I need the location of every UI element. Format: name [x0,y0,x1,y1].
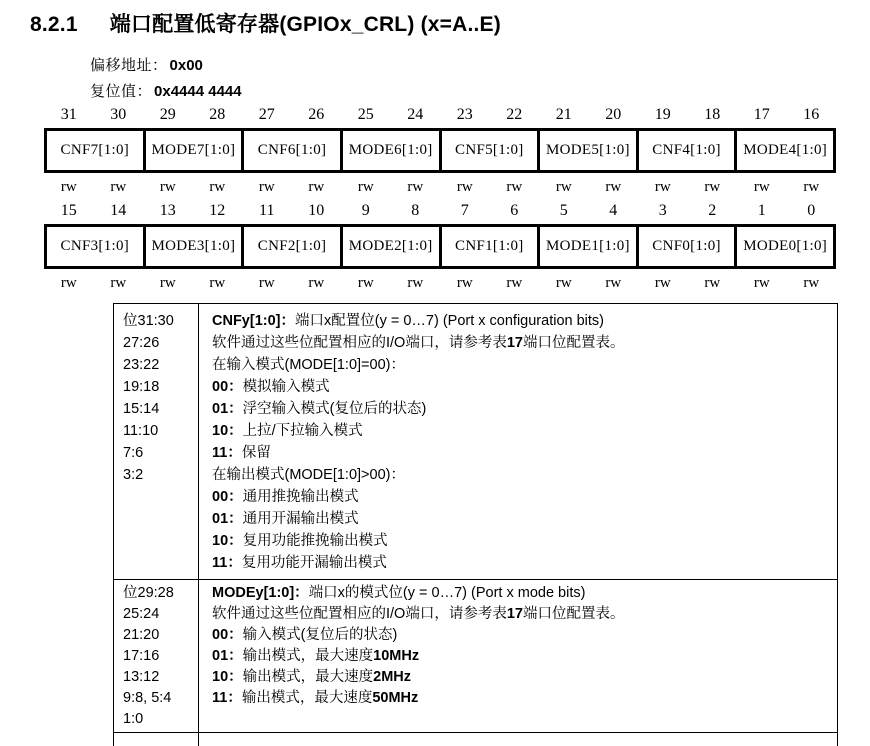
offset-address-label: 偏移地址： [90,58,168,74]
access-flag: rw [654,179,671,195]
description-cell-cnf [199,304,837,579]
bit-number: 19 [654,106,671,123]
access-flag: rw [555,275,572,291]
table-continuation-cutoff [114,733,837,746]
register-field-cell: MODE3[1:0] [143,227,242,266]
bit-range-cell-cnf [114,304,199,579]
access-row-upper [44,178,836,196]
bit-number: 0 [807,202,816,219]
access-flag: rw [555,179,572,195]
bit-number: 24 [407,106,424,123]
description-line: 00：模拟输入模式 [212,379,330,395]
description-line: 11：保留 [212,445,271,461]
bit-number: 11 [259,202,275,219]
bit-number: 25 [357,106,374,123]
register-field-cell: MODE1[1:0] [537,227,636,266]
description-line: 软件通过这些位配置相应的I/O端口，请参考表17端口位配置表。 [212,606,625,622]
access-flag: rw [357,179,374,195]
register-field-cell: MODE4[1:0] [734,131,833,170]
description-line: 00：通用推挽输出模式 [212,489,359,505]
description-line: 01：输出模式，最大速度10MHz [212,648,420,664]
access-flag: rw [456,275,473,291]
bit-number: 15 [60,202,77,219]
bit-number: 14 [110,202,127,219]
bit-range-line: 7:6 [123,445,144,461]
bit-range-line: 1:0 [123,711,144,727]
access-flag: rw [704,179,721,195]
access-flag: rw [357,275,374,291]
bit-number: 16 [803,106,820,123]
access-flag: rw [704,275,721,291]
bit-number: 18 [704,106,721,123]
page-title: 端口配置低寄存器(GPIOx_CRL) (x=A..E) [109,13,501,36]
bit-number: 13 [159,202,176,219]
bit-range-line: 位29:28 [123,585,174,601]
register-fields-lower [44,224,836,269]
bit-number: 27 [258,106,275,123]
bit-number: 23 [456,106,473,123]
bit-range-line: 位31:30 [123,313,174,329]
section-heading [30,8,501,38]
description-line: 在输入模式(MODE[1:0]=00)： [212,357,405,373]
register-fields-upper [44,128,836,173]
table-continuation-desc-cell [199,733,837,746]
access-flag: rw [456,179,473,195]
bit-range-line: 19:18 [123,379,160,395]
register-field-cell: CNF5[1:0] [439,131,538,170]
bit-number: 31 [60,106,77,123]
bit-number: 6 [510,202,519,219]
bit-number: 29 [159,106,176,123]
access-flag: rw [159,179,176,195]
register-field-cell: CNF6[1:0] [241,131,340,170]
description-line: 在输出模式(MODE[1:0]>00)： [212,467,405,483]
bit-range-line: 17:16 [123,648,160,664]
access-flag: rw [258,275,275,291]
access-flag: rw [308,275,325,291]
reset-value-row [90,80,242,101]
bit-number: 12 [209,202,226,219]
bit-range-line: 21:20 [123,627,160,643]
bit-number: 22 [506,106,523,123]
register-field-cell: MODE0[1:0] [734,227,833,266]
register-field-cell: CNF1[1:0] [439,227,538,266]
bit-number: 26 [308,106,325,123]
access-flag: rw [803,179,820,195]
register-field-cell: MODE6[1:0] [340,131,439,170]
register-field-cell: CNF0[1:0] [636,227,735,266]
access-flag: rw [110,275,127,291]
register-field-cell: MODE2[1:0] [340,227,439,266]
bit-range-line: 9:8, 5:4 [123,690,172,706]
bit-number: 28 [209,106,226,123]
offset-address-row [90,54,203,75]
bit-numbers-lower [44,201,836,220]
access-flag: rw [209,275,226,291]
bit-number: 8 [411,202,420,219]
reset-value-label: 复位值： [90,84,153,100]
table-row-mode [114,580,837,733]
bit-number: 30 [110,106,127,123]
bit-number: 4 [609,202,618,219]
access-flag: rw [407,275,424,291]
access-flag: rw [605,275,622,291]
access-flag: rw [803,275,820,291]
access-flag: rw [308,179,325,195]
description-line: 11：复用功能开漏输出模式 [212,555,387,571]
bit-range-line: 27:26 [123,335,160,351]
bit-number: 1 [757,202,766,219]
description-line: 软件通过这些位配置相应的I/O端口，请参考表17端口位配置表。 [212,335,625,351]
access-flag: rw [654,275,671,291]
access-flag: rw [159,275,176,291]
bit-range-cell-mode [114,580,199,732]
table-row-cnf [114,304,837,580]
bit-number: 21 [555,106,572,123]
bit-range-line: 25:24 [123,606,160,622]
bit-numbers-upper [44,105,836,124]
bit-number: 17 [753,106,770,123]
description-line: 00：输入模式(复位后的状态) [212,627,398,643]
section-number: 8.2.1 [30,13,78,36]
register-field-cell: MODE5[1:0] [537,131,636,170]
bit-number: 10 [308,202,325,219]
bit-number: 3 [658,202,667,219]
access-flag: rw [407,179,424,195]
access-row-lower [44,274,836,292]
description-line: 11：输出模式，最大速度50MHz [212,690,419,706]
register-field-cell: CNF3[1:0] [60,238,130,254]
offset-address-value: 0x00 [169,57,203,74]
table-continuation-bits-cell [114,733,199,746]
description-line: MODEy[1:0]：端口x的模式位(y = 0…7) (Port x mode bits) [212,585,586,601]
register-field-cell: CNF4[1:0] [636,131,735,170]
description-line: 01：通用开漏输出模式 [212,511,359,527]
description-cell-mode [199,580,837,732]
access-flag: rw [506,275,523,291]
bit-range-line: 13:12 [123,669,160,685]
access-flag: rw [60,179,77,195]
bit-range-line: 11:10 [123,423,159,439]
register-field-cell: CNF7[1:0] [60,142,130,158]
register-field-cell: MODE7[1:0] [143,131,242,170]
access-flag: rw [258,179,275,195]
access-flag: rw [209,179,226,195]
bit-description-table [113,303,838,746]
bit-number: 7 [460,202,469,219]
bit-number: 5 [559,202,568,219]
bit-range-line: 15:14 [123,401,160,417]
access-flag: rw [605,179,622,195]
bit-range-line: 23:22 [123,357,160,373]
access-flag: rw [753,179,770,195]
bit-number: 2 [708,202,717,219]
register-field-cell: CNF2[1:0] [241,227,340,266]
description-line: 10：上拉/下拉输入模式 [212,423,363,439]
access-flag: rw [753,275,770,291]
access-flag: rw [60,275,77,291]
access-flag: rw [506,179,523,195]
description-line: 10：输出模式，最大速度2MHz [212,669,412,685]
description-line: CNFy[1:0]：端口x配置位(y = 0…7) (Port x configuration bits) [212,313,605,329]
description-line: 10：复用功能推挽输出模式 [212,533,388,549]
bit-number: 20 [605,106,622,123]
description-line: 01：浮空输入模式(复位后的状态) [212,401,427,417]
bit-range-line: 3:2 [123,467,144,483]
bit-number: 9 [361,202,370,219]
access-flag: rw [110,179,127,195]
reset-value-value: 0x4444 4444 [154,83,242,100]
